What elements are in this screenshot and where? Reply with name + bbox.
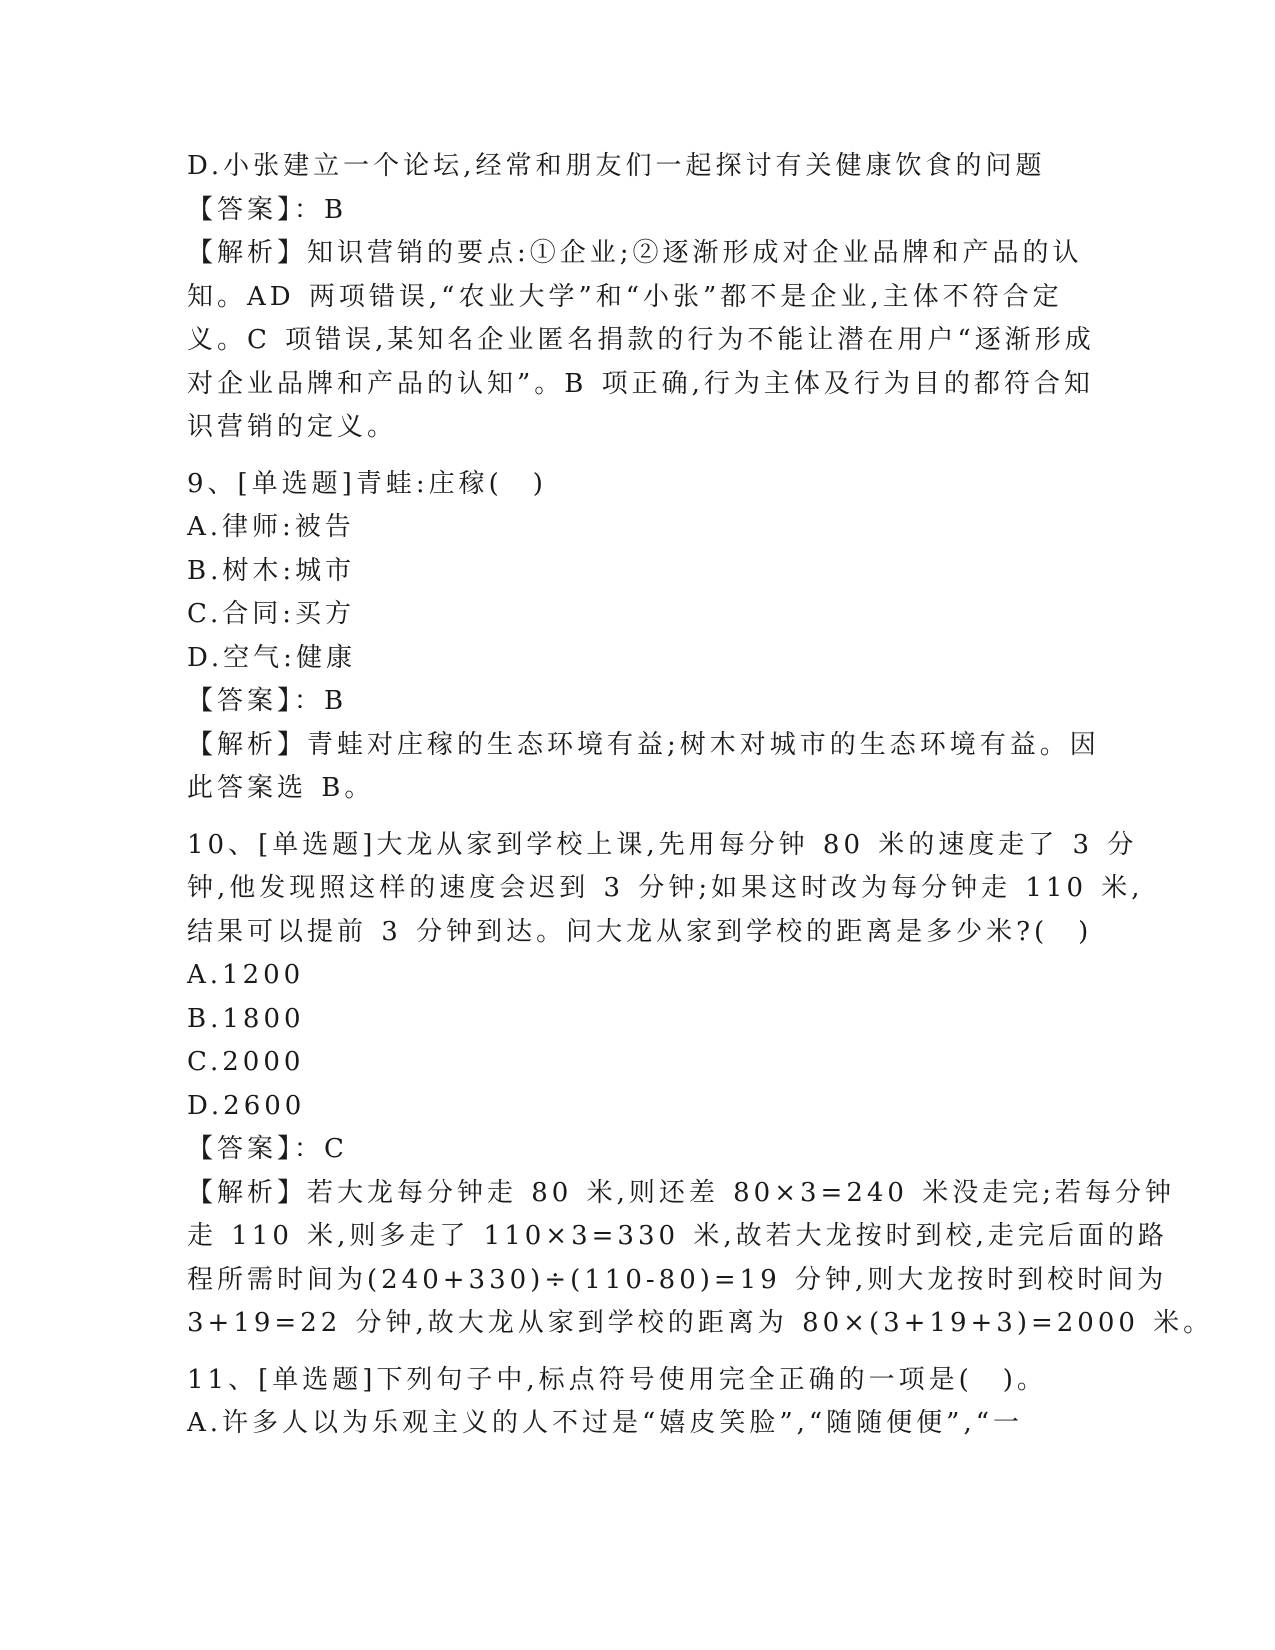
option-c: C.2000 xyxy=(187,1047,305,1077)
answer: 【答案】：C xyxy=(187,1134,348,1164)
question-9 xyxy=(187,463,1100,811)
question-10 xyxy=(187,824,1214,1346)
stem-line: 结果可以提前 3 分钟到达。问大龙从家到学校的距离是多少米?( ) xyxy=(187,916,1093,947)
document-content xyxy=(187,145,1214,1446)
option-d: D.2600 xyxy=(187,1090,306,1121)
analysis xyxy=(187,232,1095,450)
option-d: D.空气:健康 xyxy=(187,642,356,673)
question-11 xyxy=(187,1359,1087,1446)
analysis-line: 义。C 项错误,某知名企业匿名捐款的行为不能让潜在用户“逐渐形成 xyxy=(187,325,1095,355)
analysis-line: 识营销的定义。 xyxy=(187,412,398,442)
question-stem: 11、[单选题]下列句子中,标点符号使用完全正确的一项是( )。 xyxy=(187,1364,1047,1395)
option-a: A.律师:被告 xyxy=(187,512,355,542)
answer: 【答案】：B xyxy=(187,686,348,716)
option-a: A.1200 xyxy=(187,960,305,990)
analysis-line: 【解析】知识营销的要点:①企业;②逐渐形成对企业品牌和产品的认 xyxy=(187,238,1083,268)
analysis xyxy=(187,724,1100,811)
analysis-line: 此答案选 B。 xyxy=(187,773,375,803)
analysis-line: 3+19=22 分钟,故大龙从家到学校的距离为 80×(3+19+3)=2000 米。 xyxy=(187,1308,1214,1338)
question-8 xyxy=(187,145,1095,450)
question-stem xyxy=(187,824,1144,955)
option-b: B.树木:城市 xyxy=(187,555,356,586)
option-d: D.小张建立一个论坛,经常和朋友们一起探讨有关健康饮食的问题 xyxy=(187,151,1046,181)
analysis-line: 走 110 米,则多走了 110×3=330 米,故若大龙按时到校,走完后面的路 xyxy=(187,1221,1168,1251)
option-b: B.1800 xyxy=(187,1003,305,1034)
option-c: C.合同:买方 xyxy=(187,599,355,629)
stem-line: 钟,他发现照这样的速度会迟到 3 分钟;如果这时改为每分钟走 110 米, xyxy=(187,873,1144,903)
option-a: A.许多人以为乐观主义的人不过是“嬉皮笑脸”,“随随便便”,“一 xyxy=(187,1408,1024,1438)
stem-line: 10、[单选题]大龙从家到学校上课,先用每分钟 80 米的速度走了 3 分 xyxy=(187,829,1138,860)
analysis-line: 知。AD 两项错误,“农业大学”和“小张”都不是企业,主体不符合定 xyxy=(187,281,1063,312)
analysis-line: 【解析】青蛙对庄稼的生态环境有益;树木对城市的生态环境有益。因 xyxy=(187,729,1100,760)
analysis-line: 对企业品牌和产品的认知”。B 项正确,行为主体及行为目的都符合知 xyxy=(187,368,1094,399)
analysis-line: 【解析】若大龙每分钟走 80 米,则还差 80×3=240 米没走完;若每分钟 xyxy=(187,1177,1175,1208)
question-stem: 9、[单选题]青蛙:庄稼( ) xyxy=(187,468,547,499)
answer: 【答案】：B xyxy=(187,194,348,225)
analysis xyxy=(187,1172,1214,1346)
analysis-line: 程所需时间为(240+330)÷(110-80)=19 分钟,则大龙按时到校时间为 xyxy=(187,1264,1168,1295)
